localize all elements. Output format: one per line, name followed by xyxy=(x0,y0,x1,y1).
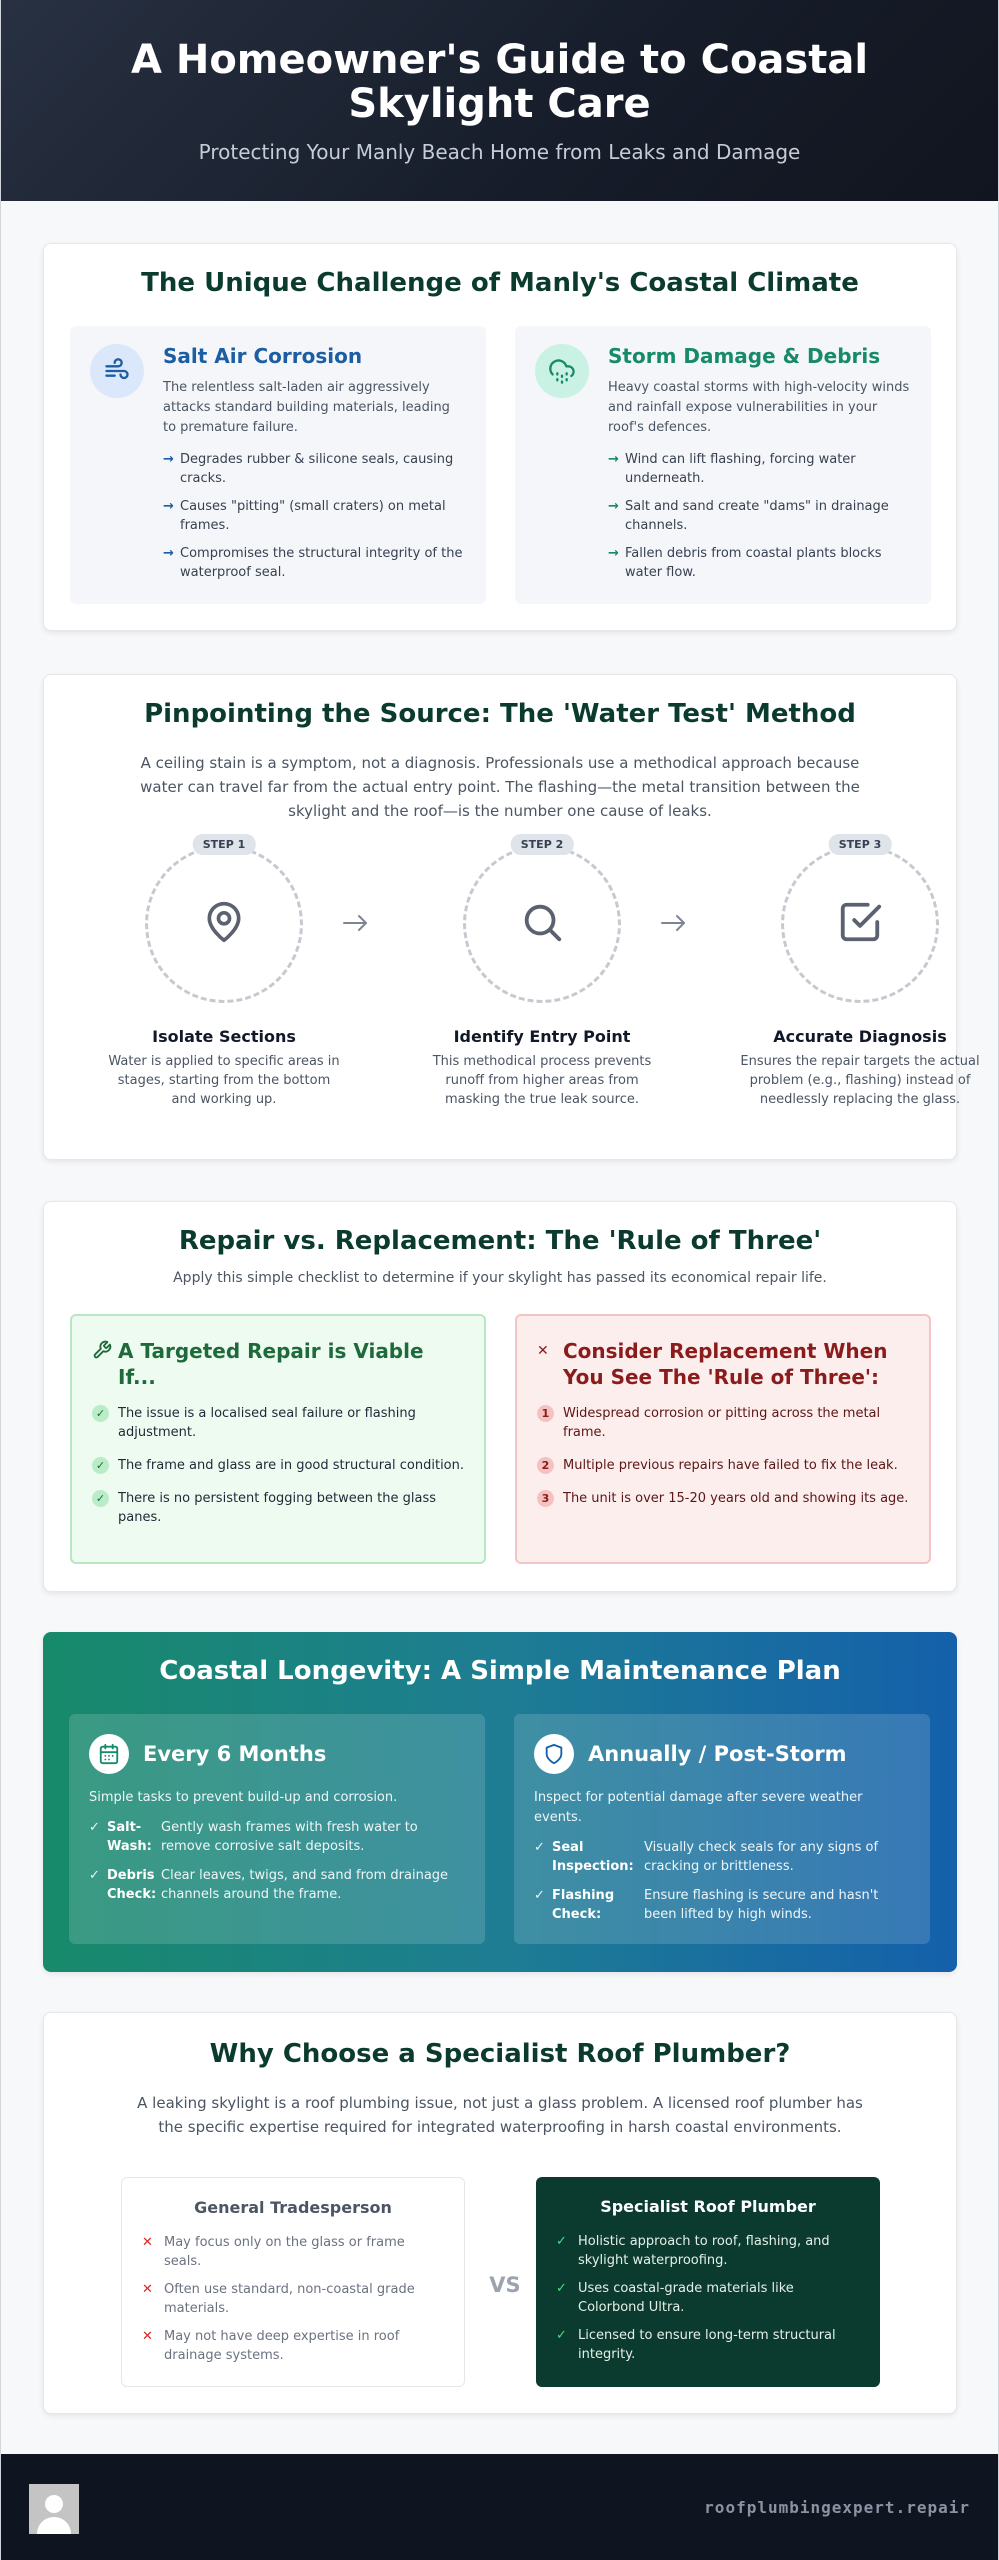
water-test-intro: A ceiling stain is a symptom, not a diagnosis. Professionals use a methodical approach because water can travel far from the actual entry point. The flashing—the metal transition between the skylight and the roof—is the number one cause of leaks. xyxy=(140,754,860,820)
plan-title: Annually / Post-Storm xyxy=(588,1742,847,1766)
wind-icon xyxy=(90,344,144,398)
repair-viable-title: A Targeted Repair is Viable If... xyxy=(118,1339,424,1389)
replacement-title: Consider Replacement When You See The 'Rule of Three': xyxy=(563,1339,888,1389)
list-item: ✓ Debris Check: Clear leaves, twigs, and sand from drainage channels around the frame. xyxy=(89,1868,449,1902)
step-text: Water is applied to specific areas in stages, starting from the bottom and working up. xyxy=(108,1054,340,1107)
storm-cloud-icon xyxy=(535,344,589,398)
list-item: ✓ The issue is a localised seal failure or flashing adjustment. xyxy=(92,1404,464,1442)
step-2 xyxy=(422,838,662,1109)
box-title: General Tradesperson xyxy=(194,2198,392,2217)
specialist-title: Why Choose a Specialist Roof Plumber? xyxy=(209,2039,791,2069)
list-item: ✕ Often use standard, non-coastal grade materials. xyxy=(142,2282,415,2316)
card-title: Storm Damage & Debris xyxy=(608,344,881,368)
check-icon: ✓ xyxy=(534,1840,545,1855)
check-icon: ✓ xyxy=(92,1490,109,1507)
salt-air-card xyxy=(70,326,486,604)
card-title: Salt Air Corrosion xyxy=(163,344,363,368)
map-pin-icon xyxy=(202,900,246,948)
site-domain[interactable]: roofplumbingexpert.repair xyxy=(704,2498,970,2517)
wrench-icon xyxy=(92,1340,118,1364)
list-item: → Degrades rubber & silicone seals, causing cracks. xyxy=(163,452,454,486)
page-title: A Homeowner's Guide to Coastal Skylight Care xyxy=(130,37,869,127)
arrow-right-icon: → xyxy=(608,546,619,561)
check-icon: ✓ xyxy=(556,2234,567,2249)
plan-title: Every 6 Months xyxy=(143,1742,327,1766)
step-circle xyxy=(463,838,621,1003)
list-item: → Causes "pitting" (small craters) on metal frames. xyxy=(163,499,446,533)
list-item: → Fallen debris from coastal plants blocks water flow. xyxy=(608,546,882,580)
step-3 xyxy=(740,838,980,1109)
maintenance-section xyxy=(43,1632,957,1972)
check-icon: ✓ xyxy=(556,2281,567,2296)
step-badge: STEP 3 xyxy=(829,834,892,855)
list-item: → Salt and sand create "dams" in drainage channels. xyxy=(608,499,889,533)
step-title: Accurate Diagnosis xyxy=(773,1027,947,1046)
list-item: 3 The unit is over 15-20 years old and showing its age. xyxy=(537,1489,909,1508)
search-icon xyxy=(519,899,565,949)
arrow-right-icon: → xyxy=(608,452,619,467)
check-icon: ✓ xyxy=(556,2328,567,2343)
list-item: ✕ May focus only on the glass or frame seals. xyxy=(142,2235,405,2269)
check-square-icon xyxy=(837,899,883,949)
repair-viable-box xyxy=(70,1314,486,1564)
arrow-right-icon xyxy=(659,910,689,940)
x-icon: ✕ xyxy=(142,2235,153,2250)
step-badge: STEP 1 xyxy=(193,834,256,855)
water-test-title: Pinpointing the Source: The 'Water Test' Method xyxy=(144,699,856,729)
card-text: Heavy coastal storms with high-velocity winds and rainfall expose vulnerabilities in your roof's defences. xyxy=(608,380,910,435)
list-item: ✓ Flashing Check: Ensure flashing is secure and hasn't been lifted by high winds. xyxy=(534,1888,879,1922)
page-footer xyxy=(1,2454,998,2560)
plan-lead: Simple tasks to prevent build-up and corrosion. xyxy=(89,1790,398,1805)
step-title: Isolate Sections xyxy=(152,1027,296,1046)
climate-section xyxy=(43,243,957,631)
step-badge: STEP 2 xyxy=(511,834,574,855)
list-item: → Wind can lift flashing, forcing water underneath. xyxy=(608,452,856,486)
maintenance-title: Coastal Longevity: A Simple Maintenance Plan xyxy=(159,1656,841,1686)
box-title: Specialist Roof Plumber xyxy=(600,2197,816,2216)
check-icon: ✓ xyxy=(534,1888,545,1903)
close-icon: ✕ xyxy=(537,1343,549,1359)
rule-of-three-title: Repair vs. Replacement: The 'Rule of Three' xyxy=(178,1226,822,1256)
calendar-icon xyxy=(89,1734,129,1774)
list-item: ✓ Seal Inspection: Visually check seals for any signs of cracking or brittleness. xyxy=(534,1840,879,1874)
list-item: 2 Multiple previous repairs have failed to fix the leak. xyxy=(537,1456,909,1475)
step-circle xyxy=(145,838,303,1003)
check-icon: ✓ xyxy=(92,1405,109,1422)
step-text: Ensures the repair targets the actual problem (e.g., flashing) instead of needlessly replacing the glass. xyxy=(740,1054,980,1107)
climate-title: The Unique Challenge of Manly's Coastal Climate xyxy=(141,268,859,298)
specialist-intro: A leaking skylight is a roof plumbing issue, not just a glass problem. A licensed roof plumber has the specific expertise required for integrated waterproofing in harsh coastal environments. xyxy=(137,2094,863,2136)
card-points xyxy=(163,450,466,582)
arrow-right-icon xyxy=(341,910,371,940)
list-item: 1 Widespread corrosion or pitting across the metal frame. xyxy=(537,1404,909,1442)
page-subtitle: Protecting Your Manly Beach Home from Leaks and Damage xyxy=(198,140,801,164)
arrow-right-icon: → xyxy=(163,499,174,514)
list-item: ✓ Holistic approach to roof, flashing, and skylight waterproofing. xyxy=(556,2234,830,2268)
number-badge: 2 xyxy=(537,1457,554,1474)
list-item: → Compromises the structural integrity of the waterproof seal. xyxy=(163,546,463,580)
rule-of-three-section xyxy=(43,1201,957,1592)
number-badge: 1 xyxy=(537,1405,554,1422)
arrow-right-icon: → xyxy=(163,452,174,467)
list-item: ✓ Licensed to ensure long-term structural integrity. xyxy=(556,2328,836,2362)
list-item: ✓ Uses coastal-grade materials like Colorbond Ultra. xyxy=(556,2281,794,2315)
list-item: ✓ Salt-Wash: Gently wash frames with fresh water to remove corrosive salt deposits. xyxy=(89,1820,418,1854)
arrow-right-icon: → xyxy=(608,499,619,514)
check-icon: ✓ xyxy=(89,1820,100,1835)
six-month-plan xyxy=(69,1714,485,1944)
rule-of-three-intro: Apply this simple checklist to determine if your skylight has passed its economical repair life. xyxy=(173,1270,827,1286)
check-icon: ✓ xyxy=(92,1457,109,1474)
storm-damage-card xyxy=(515,326,931,604)
list-item: ✕ May not have deep expertise in roof drainage systems. xyxy=(142,2329,400,2363)
x-icon: ✕ xyxy=(142,2282,153,2297)
annual-plan xyxy=(514,1714,930,1944)
step-title: Identify Entry Point xyxy=(453,1027,631,1046)
versus-label: VS xyxy=(489,2273,521,2297)
replacement-box xyxy=(515,1314,931,1564)
card-text: The relentless salt-laden air aggressively attacks standard building materials, leading to premature failure. xyxy=(163,380,450,435)
avatar xyxy=(29,2484,79,2534)
specialist-plumber-box xyxy=(536,2177,880,2387)
list-item: ✓ There is no persistent fogging between the glass panes. xyxy=(92,1489,464,1527)
list-item: ✓ The frame and glass are in good structural condition. xyxy=(92,1456,464,1475)
step-1 xyxy=(104,838,344,1109)
water-test-section xyxy=(43,674,980,1160)
shield-icon xyxy=(534,1734,574,1774)
page-header xyxy=(1,0,998,201)
arrow-right-icon: → xyxy=(163,546,174,561)
check-icon: ✓ xyxy=(89,1868,100,1883)
step-circle xyxy=(781,838,939,1003)
specialist-section xyxy=(43,2012,957,2414)
plan-lead: Inspect for potential damage after severe weather events. xyxy=(534,1790,863,1825)
card-points xyxy=(608,450,911,582)
number-badge: 3 xyxy=(537,1490,554,1507)
general-tradesperson-box xyxy=(121,2177,465,2387)
x-icon: ✕ xyxy=(142,2329,153,2344)
step-text: This methodical process prevents runoff from higher areas from masking the true leak source. xyxy=(432,1054,652,1107)
